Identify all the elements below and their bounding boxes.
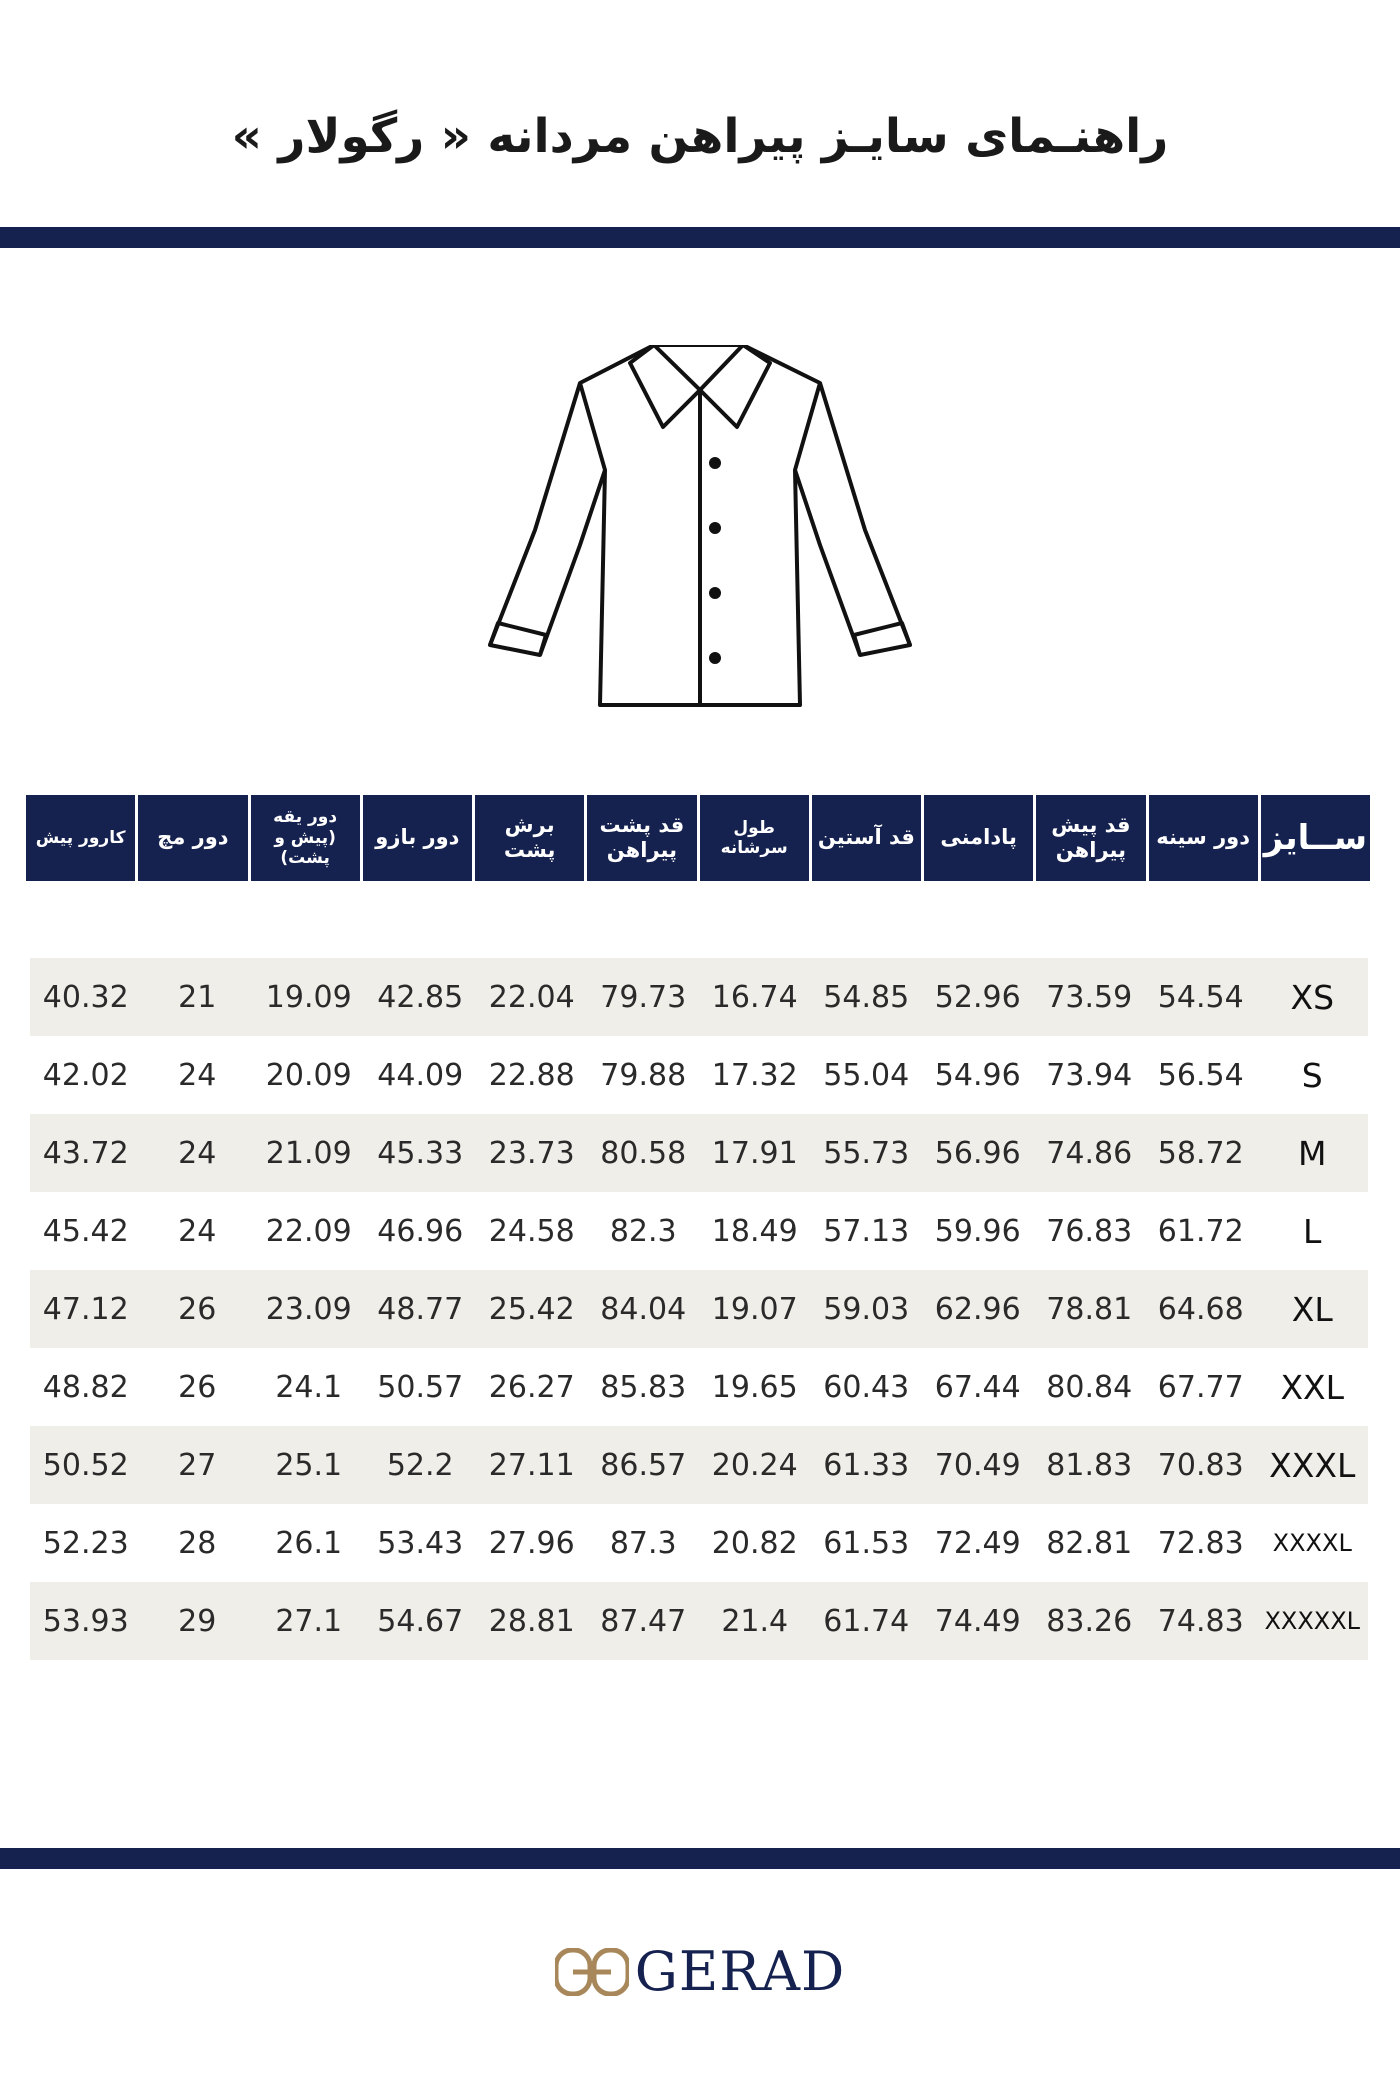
page-title: راهنـمای سایـز پیراهن مردانه « رگولار » [231, 109, 1169, 164]
measurement-cell: 26 [178, 1291, 217, 1327]
measurement-cell: 61.74 [823, 1603, 910, 1639]
measurement-cell: 61.53 [823, 1525, 910, 1561]
measurement-cell: 87.3 [609, 1525, 677, 1561]
measurement-cell: 18.49 [711, 1213, 798, 1249]
measurement-cell: 22.88 [488, 1057, 575, 1093]
measurement-cell: 56.96 [934, 1135, 1021, 1171]
measurement-cell: 57.13 [823, 1213, 910, 1249]
measurement-cell: 82.81 [1046, 1525, 1133, 1561]
measurement-cell: 42.02 [42, 1057, 129, 1093]
measurement-cell: 24 [178, 1057, 217, 1093]
measurement-cell: 54.67 [377, 1603, 464, 1639]
measurement-cell: 55.73 [823, 1135, 910, 1171]
measurement-cell: 22.09 [265, 1213, 352, 1249]
measurement-cell: 67.44 [934, 1369, 1021, 1405]
measurement-cell: 45.33 [377, 1135, 464, 1171]
measurement-cell: 21.09 [265, 1135, 352, 1171]
measurement-cell: 67.77 [1157, 1369, 1244, 1405]
table-row [30, 1426, 1368, 1504]
size-cell: S [1301, 1055, 1323, 1095]
measurement-cell: 87.47 [600, 1603, 687, 1639]
measurement-cell: 17.91 [711, 1135, 798, 1171]
bottom-divider-bar [0, 1848, 1400, 1869]
size-cell: M [1298, 1133, 1327, 1173]
measurement-cell: 70.83 [1157, 1447, 1244, 1483]
measurement-cell: 27.96 [488, 1525, 575, 1561]
measurement-cell: 42.85 [377, 979, 464, 1015]
measurement-cell: 24 [178, 1213, 217, 1249]
measurement-cell: 19.07 [711, 1291, 798, 1327]
measurement-cell: 60.43 [823, 1369, 910, 1405]
measurement-cell: 21 [178, 979, 217, 1015]
size-cell: XXXXL [1272, 1529, 1352, 1557]
measurement-cell: 81.83 [1046, 1447, 1133, 1483]
measurement-cell: 54.85 [823, 979, 910, 1015]
measurement-cell: 26 [178, 1369, 217, 1405]
measurement-cell: 85.83 [600, 1369, 687, 1405]
size-cell: XS [1290, 977, 1335, 1017]
measurement-cell: 26.27 [488, 1369, 575, 1405]
measurement-cell: 80.84 [1046, 1369, 1133, 1405]
measurement-cell: 28 [178, 1525, 217, 1561]
measurement-cell: 74.86 [1046, 1135, 1133, 1171]
measurement-cell: 76.83 [1046, 1213, 1133, 1249]
measurement-cell: 48.82 [42, 1369, 129, 1405]
measurement-cell: 25.1 [275, 1447, 343, 1483]
table-row [30, 1348, 1368, 1426]
column-header: برش پشت [475, 795, 584, 881]
size-cell: L [1303, 1211, 1322, 1251]
measurement-cell: 25.42 [488, 1291, 575, 1327]
column-header: ســایز [1261, 795, 1370, 881]
measurement-cell: 72.83 [1157, 1525, 1244, 1561]
size-table-header [26, 795, 1370, 881]
measurement-cell: 23.73 [488, 1135, 575, 1171]
measurement-cell: 50.52 [42, 1447, 129, 1483]
measurement-cell: 74.83 [1157, 1603, 1244, 1639]
measurement-cell: 26.1 [275, 1525, 343, 1561]
table-row [30, 1036, 1368, 1114]
size-table-body [30, 958, 1368, 1660]
column-header: طول سرشانه [700, 795, 809, 881]
measurement-cell: 54.54 [1157, 979, 1244, 1015]
measurement-cell: 21.4 [721, 1603, 789, 1639]
table-row [30, 958, 1368, 1036]
measurement-cell: 27 [178, 1447, 217, 1483]
measurement-cell: 55.04 [823, 1057, 910, 1093]
column-header: قد پیش پیراهن [1036, 795, 1145, 881]
measurement-cell: 27.11 [488, 1447, 575, 1483]
measurement-cell: 82.3 [609, 1213, 677, 1249]
measurement-cell: 70.49 [934, 1447, 1021, 1483]
measurement-cell: 61.33 [823, 1447, 910, 1483]
measurement-cell: 52.23 [42, 1525, 129, 1561]
measurement-cell: 56.54 [1157, 1057, 1244, 1093]
size-cell: XXXXXL [1264, 1607, 1361, 1635]
measurement-cell: 74.49 [934, 1603, 1021, 1639]
measurement-cell: 19.65 [711, 1369, 798, 1405]
measurement-cell: 24.58 [488, 1213, 575, 1249]
column-header: دور مچ [138, 795, 247, 881]
measurement-cell: 22.04 [488, 979, 575, 1015]
measurement-cell: 47.12 [42, 1291, 129, 1327]
measurement-cell: 80.58 [600, 1135, 687, 1171]
top-divider-bar [0, 227, 1400, 248]
measurement-cell: 79.73 [600, 979, 687, 1015]
brand-logo [0, 1940, 1400, 2003]
column-header: قد پشت پیراهن [587, 795, 696, 881]
table-row [30, 1114, 1368, 1192]
measurement-cell: 61.72 [1157, 1213, 1244, 1249]
table-row [30, 1582, 1368, 1660]
measurement-cell: 43.72 [42, 1135, 129, 1171]
measurement-cell: 73.94 [1046, 1057, 1133, 1093]
measurement-cell: 46.96 [377, 1213, 464, 1249]
table-row [30, 1270, 1368, 1348]
measurement-cell: 45.42 [42, 1213, 129, 1249]
measurement-cell: 59.96 [934, 1213, 1021, 1249]
measurement-cell: 54.96 [934, 1057, 1021, 1093]
column-header: دور سینه [1149, 795, 1258, 881]
measurement-cell: 23.09 [265, 1291, 352, 1327]
shirt-icon [480, 345, 920, 715]
measurement-cell: 24 [178, 1135, 217, 1171]
size-cell: XXXL [1269, 1445, 1356, 1485]
gerad-logo-mark [555, 1948, 629, 1996]
measurement-cell: 72.49 [934, 1525, 1021, 1561]
measurement-cell: 84.04 [600, 1291, 687, 1327]
measurement-cell: 78.81 [1046, 1291, 1133, 1327]
measurement-cell: 79.88 [600, 1057, 687, 1093]
measurement-cell: 53.93 [42, 1603, 129, 1639]
column-header: پادامنی [924, 795, 1033, 881]
measurement-cell: 40.32 [42, 979, 129, 1015]
measurement-cell: 64.68 [1157, 1291, 1244, 1327]
measurement-cell: 52.2 [386, 1447, 454, 1483]
measurement-cell: 73.59 [1046, 979, 1133, 1015]
measurement-cell: 48.77 [377, 1291, 464, 1327]
measurement-cell: 17.32 [711, 1057, 798, 1093]
measurement-cell: 53.43 [377, 1525, 464, 1561]
measurement-cell: 29 [178, 1603, 217, 1639]
measurement-cell: 52.96 [934, 979, 1021, 1015]
measurement-cell: 58.72 [1157, 1135, 1244, 1171]
size-cell: XL [1291, 1289, 1333, 1329]
measurement-cell: 59.03 [823, 1291, 910, 1327]
measurement-cell: 86.57 [600, 1447, 687, 1483]
measurement-cell: 28.81 [488, 1603, 575, 1639]
table-row [30, 1192, 1368, 1270]
measurement-cell: 19.09 [265, 979, 352, 1015]
brand-name: GERAD [634, 1940, 846, 2003]
measurement-cell: 83.26 [1046, 1603, 1133, 1639]
table-row [30, 1504, 1368, 1582]
measurement-cell: 16.74 [711, 979, 798, 1015]
measurement-cell: 62.96 [934, 1291, 1021, 1327]
column-header: دور بازو [363, 795, 472, 881]
measurement-cell: 24.1 [275, 1369, 343, 1405]
column-header: دور یقه (پیش و پشت) [251, 795, 360, 881]
measurement-cell: 27.1 [275, 1603, 343, 1639]
column-header: کارور پیش [26, 795, 135, 881]
measurement-cell: 20.24 [711, 1447, 798, 1483]
measurement-cell: 20.82 [711, 1525, 798, 1561]
column-header: قد آستین [812, 795, 921, 881]
size-cell: XXL [1280, 1367, 1345, 1407]
measurement-cell: 50.57 [377, 1369, 464, 1405]
measurement-cell: 44.09 [377, 1057, 464, 1093]
measurement-cell: 20.09 [265, 1057, 352, 1093]
